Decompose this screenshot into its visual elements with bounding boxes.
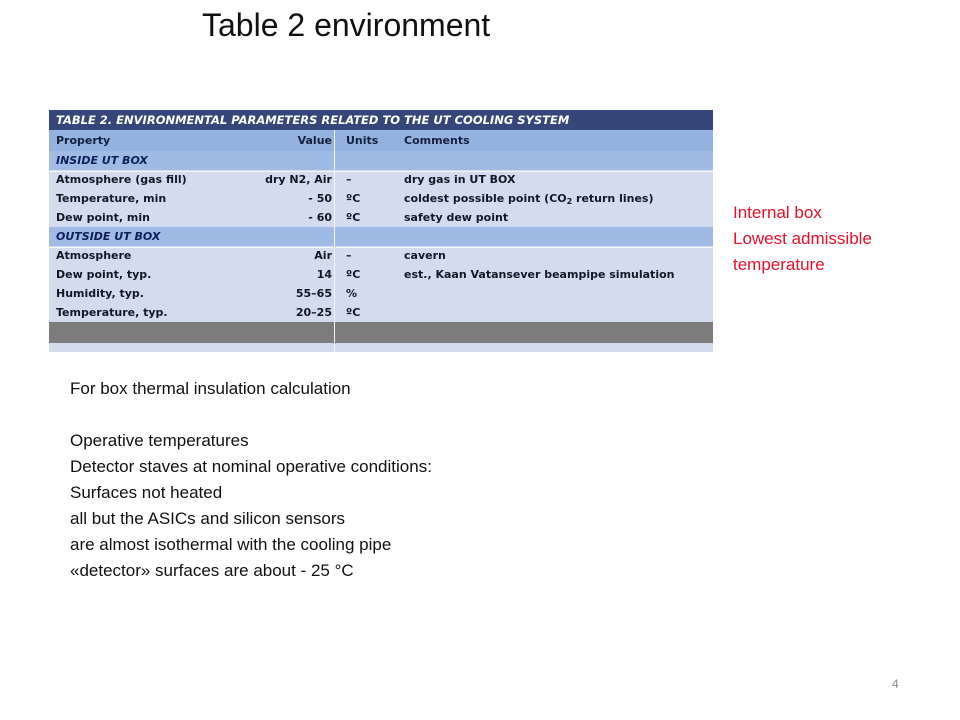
cell-value: dry N2, Air	[265, 173, 332, 186]
cell-comment: est., Kaan Vatansever beampipe simulation	[404, 268, 675, 281]
header-units: Units	[346, 134, 379, 147]
table-row	[49, 246, 713, 265]
table-row	[49, 265, 713, 284]
cell-property: Temperature, typ.	[56, 306, 168, 319]
body-text	[70, 376, 432, 584]
cell-units: %	[346, 287, 358, 300]
table-row	[49, 189, 713, 208]
column-divider	[334, 130, 335, 352]
row-divider	[49, 171, 713, 172]
cell-value: 55–65	[295, 287, 332, 300]
row-divider	[49, 247, 713, 248]
section-label: OUTSIDE UT BOX	[56, 230, 161, 243]
cell-value: - 50	[308, 192, 332, 205]
environment-table	[49, 110, 713, 352]
cell-units: ºC	[346, 211, 361, 224]
comment-text-tail: return lines)	[572, 192, 654, 205]
cell-property: Atmosphere (gas fill)	[56, 173, 187, 186]
cell-units: ºC	[346, 192, 361, 205]
cell-units: ºC	[346, 306, 361, 319]
section-label: INSIDE UT BOX	[56, 154, 148, 167]
cell-property: Atmosphere	[56, 249, 132, 262]
section-row-outside	[49, 227, 713, 246]
cell-units: ºC	[346, 268, 361, 281]
annotation-line: temperature	[733, 255, 825, 274]
cell-units: –	[346, 173, 352, 186]
body-line: all but the ASICs and silicon sensors	[70, 509, 345, 528]
table-row	[49, 303, 713, 322]
cell-property: Humidity, typ.	[56, 287, 144, 300]
page-number: 4	[892, 677, 899, 691]
annotation-note	[733, 200, 872, 278]
cell-units: –	[346, 249, 352, 262]
header-property: Property	[56, 134, 111, 147]
annotation-line: Internal box	[733, 203, 822, 222]
cell-property: Dew point, typ.	[56, 268, 152, 281]
comment-text: coldest possible point (CO	[404, 192, 567, 205]
body-line: «detector» surfaces are about - 25 °C	[70, 561, 354, 580]
body-line: Surfaces not heated	[70, 483, 223, 502]
table-row	[49, 170, 713, 189]
cell-value: Air	[314, 249, 332, 262]
subscript-2: 2	[566, 197, 573, 206]
cell-comment: dry gas in UT BOX	[404, 173, 516, 186]
header-value: Value	[297, 134, 332, 147]
body-line: are almost isothermal with the cooling pipe	[70, 535, 392, 554]
cell-comment: safety dew point	[404, 211, 509, 224]
slide-title: Table 2 environment	[202, 7, 491, 43]
body-line-blank	[70, 402, 432, 428]
table-row	[49, 284, 713, 303]
body-line: For box thermal insulation calculation	[70, 379, 351, 398]
cell-value: - 60	[308, 211, 332, 224]
table-caption: TABLE 2. ENVIRONMENTAL PARAMETERS RELATED TO THE UT COOLING SYSTEM	[49, 110, 713, 130]
annotation-line: Lowest admissible	[733, 229, 872, 248]
cell-comment: cavern	[404, 249, 446, 262]
cell-value: 20–25	[295, 306, 332, 319]
table-bottom-band	[49, 322, 713, 343]
table-row	[49, 208, 713, 227]
section-row-inside	[49, 151, 713, 170]
table-header-row	[49, 130, 713, 151]
body-line: Operative temperatures	[70, 431, 249, 450]
cell-value: 14	[316, 268, 332, 281]
body-line: Detector staves at nominal operative conditions:	[70, 457, 432, 476]
cell-property: Temperature, min	[56, 192, 167, 205]
cell-property: Dew point, min	[56, 211, 150, 224]
header-comments: Comments	[404, 134, 470, 147]
